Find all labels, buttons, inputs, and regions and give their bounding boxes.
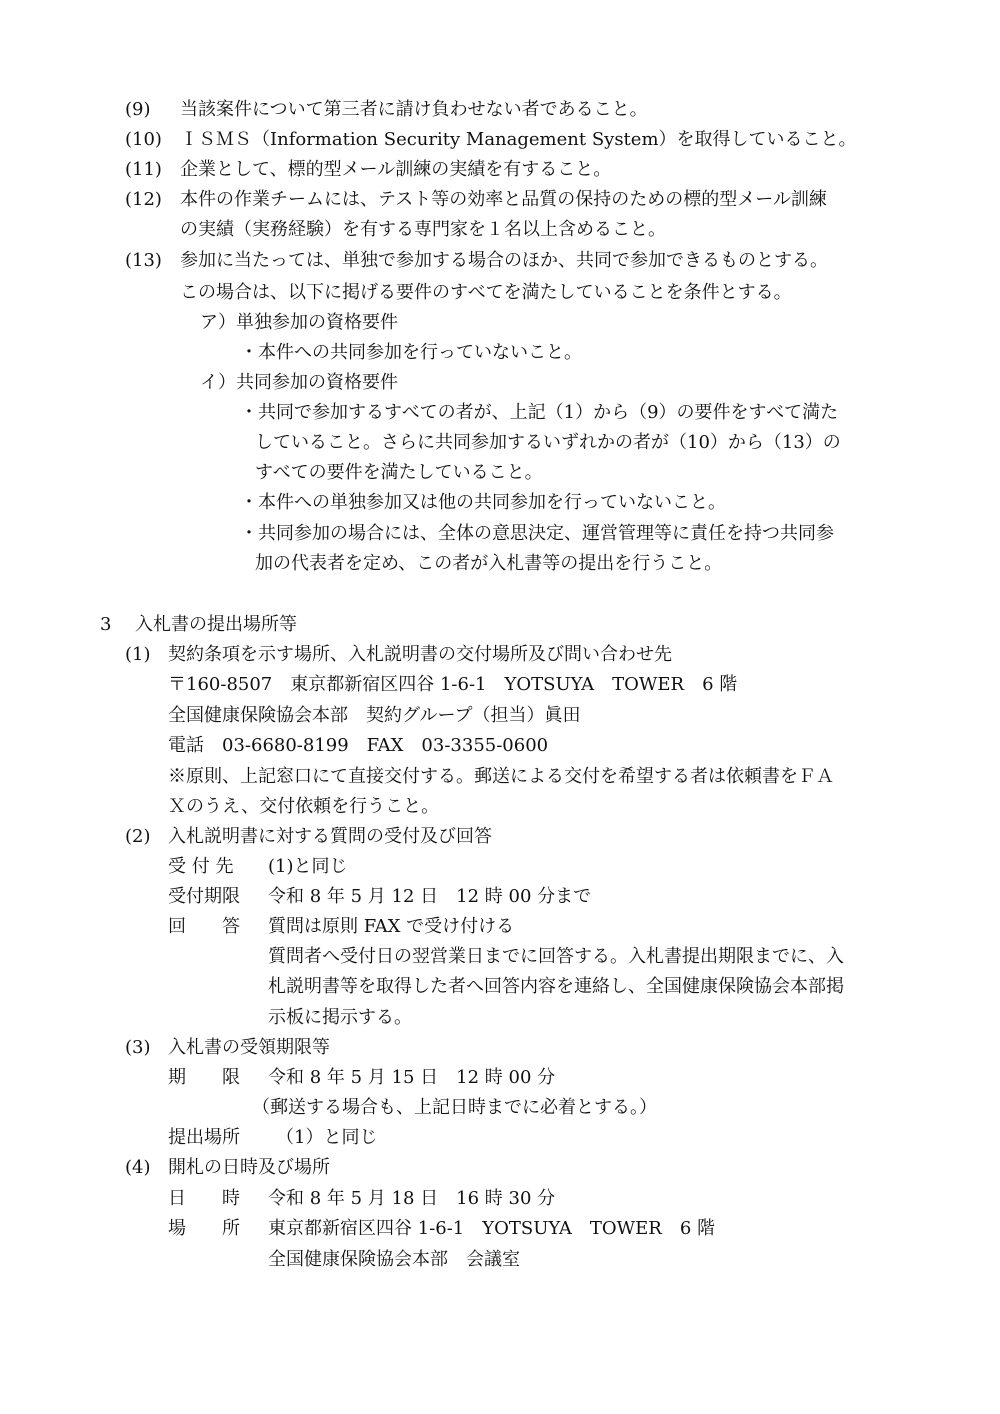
opening-place-detail: 全国健康保険協会本部 会議室 xyxy=(268,1249,520,1270)
sub-i-bullet-3-cont: 加の代表者を定め、この者が入札書等の提出を行うこと。 xyxy=(255,553,723,574)
item-text: 本件の作業チームには、テスト等の効率と品質の保持のための標的型メール訓練 xyxy=(180,189,827,210)
item-12-continuation: の実績（実務経験）を有する専門家を１名以上含めること。 xyxy=(180,219,666,240)
answer-detail: 質問者へ受付日の翌営業日までに回答する。入札書提出期限までに、入 xyxy=(268,946,844,967)
item-number: (13) xyxy=(125,250,162,271)
subsection-number: (3) xyxy=(125,1037,151,1058)
row-label: 受 付 先 xyxy=(168,856,234,877)
sub-heading-i: イ）共同参加の資格要件 xyxy=(200,372,398,393)
item-text: 企業として、標的型メール訓練の実績を有すること。 xyxy=(180,159,612,180)
item-text: 参加に当たっては、単独で参加する場合のほか、共同で参加できるものとする。 xyxy=(180,250,828,271)
row-value: (1)と同じ xyxy=(268,856,348,877)
sub-a-bullet: ・本件への共同参加を行っていないこと。 xyxy=(240,342,582,363)
item-number: (12) xyxy=(125,189,162,210)
subsection-number: (2) xyxy=(125,826,151,847)
subsection-number: (1) xyxy=(125,644,151,665)
subsection-title: 入札説明書に対する質問の受付及び回答 xyxy=(168,826,492,847)
row-label: 期 限 xyxy=(168,1067,240,1088)
subsection-title: 開札の日時及び場所 xyxy=(168,1157,330,1178)
row-label: 受付期限 xyxy=(168,886,240,907)
note-line-cont: Ｘのうえ、交付依頼を行うこと。 xyxy=(168,796,440,817)
item-number: (9) xyxy=(125,99,151,120)
section-number: 3 xyxy=(100,614,112,635)
item-13-continuation: この場合は、以下に掲げる要件のすべてを満たしていることを条件とする。 xyxy=(180,282,792,303)
item-text: ＩＳＭＳ（Information Security Management System）を取得していること。 xyxy=(180,129,857,150)
row-value: （1）と同じ xyxy=(276,1127,378,1148)
sub-heading-a: ア）単独参加の資格要件 xyxy=(200,312,398,333)
phone-fax-line: 電話 03-6680-8199 FAX 03-3355-0600 xyxy=(168,735,549,756)
item-text: 当該案件について第三者に請け負わせない者であること。 xyxy=(180,99,648,120)
row-label: 提出場所 xyxy=(168,1127,240,1148)
subsection-title: 契約条項を示す場所、入札説明書の交付場所及び問い合わせ先 xyxy=(168,644,672,665)
sub-i-bullet-2: ・本件への単独参加又は他の共同参加を行っていないこと。 xyxy=(240,492,726,513)
sub-i-bullet-1: ・共同で参加するすべての者が、上記（1）から（9）の要件をすべて満た xyxy=(240,402,839,423)
answer-detail: 示板に掲示する。 xyxy=(268,1007,412,1028)
note-line: ※原則、上記窓口にて直接交付する。郵送による交付を希望する者は依頼書をＦＡ xyxy=(168,766,834,787)
row-label: 回 答 xyxy=(168,916,240,937)
row-value: 令和 8 年 5 月 15 日 12 時 00 分 xyxy=(268,1067,556,1088)
item-number: (11) xyxy=(125,159,162,180)
contact-office-line: 全国健康保険協会本部 契約グループ（担当）眞田 xyxy=(168,705,581,726)
sub-i-bullet-3: ・共同参加の場合には、全体の意思決定、運営管理等に責任を持つ共同参 xyxy=(240,523,834,544)
row-value: 東京都新宿区四谷 1-6-1 YOTSUYA TOWER 6 階 xyxy=(268,1218,716,1239)
section-title: 入札書の提出場所等 xyxy=(135,614,297,635)
row-value: 令和 8 年 5 月 18 日 16 時 30 分 xyxy=(268,1188,556,1209)
subsection-title: 入札書の受領期限等 xyxy=(168,1037,330,1058)
subsection-number: (4) xyxy=(125,1157,151,1178)
row-label: 場 所 xyxy=(168,1218,240,1239)
sub-i-bullet-1-cont: していること。さらに共同参加するいずれかの者が（10）から（13）の xyxy=(255,432,841,453)
answer-detail: 札説明書等を取得した者へ回答内容を連絡し、全国健康保険協会本部掲 xyxy=(268,976,844,997)
address-line: 〒160-8507 東京都新宿区四谷 1-6-1 YOTSUYA TOWER 6 階 xyxy=(168,674,738,695)
sub-i-bullet-1-cont: すべての要件を満たしていること。 xyxy=(255,462,543,483)
row-value: 質問は原則 FAX で受け付ける xyxy=(268,916,515,937)
row-label: 日 時 xyxy=(168,1188,240,1209)
limit-note: （郵送する場合も、上記日時までに必着とする。） xyxy=(252,1097,657,1118)
item-number: (10) xyxy=(125,129,162,150)
row-value: 令和 8 年 5 月 12 日 12 時 00 分まで xyxy=(268,886,592,907)
